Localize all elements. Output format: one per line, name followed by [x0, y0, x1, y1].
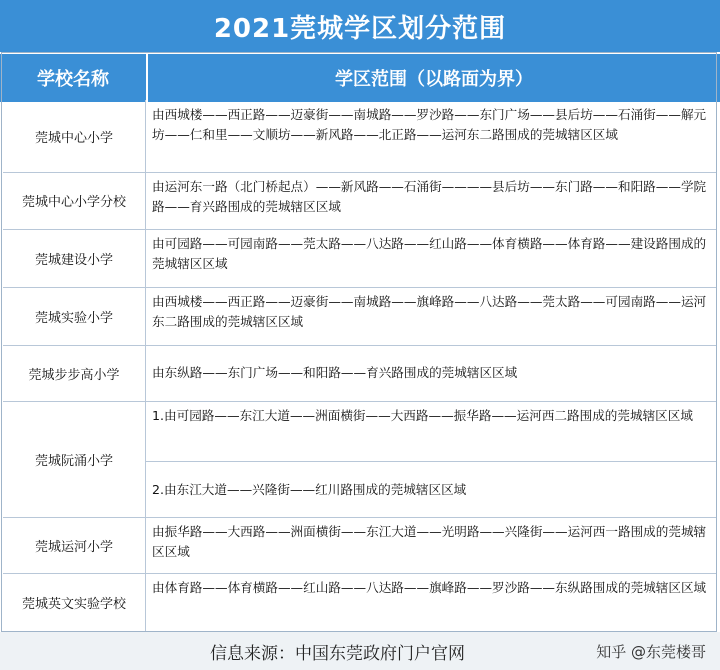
school-name: 莞城步步高小学	[3, 345, 146, 401]
scope-text: 由东纵路——东门广场——和阳路——育兴路围成的莞城辖区区域	[152, 365, 518, 380]
table-row	[3, 287, 717, 346]
scope-text: 由体育路——体育横路——红山路——八达路——旗峰路——罗沙路——东纵路围成的莞城辖区区域	[152, 580, 707, 595]
table-row	[3, 517, 717, 574]
table-header	[0, 52, 720, 102]
header-scope: 学区范围（以路面为界）	[335, 69, 533, 90]
table-row	[3, 401, 717, 518]
footer	[0, 632, 720, 670]
scope-part: 1.由可园路——东江大道——洲面横街——大西路——振华路——运河西二路围成的莞城辖区区域	[152, 408, 693, 423]
school-name: 莞城阮涌小学	[3, 401, 146, 517]
scope-parts	[146, 401, 717, 517]
page-title: 2021莞城学区划分范围	[0, 0, 720, 52]
school-name: 莞城英文实验学校	[3, 573, 146, 631]
table-row	[3, 573, 717, 631]
table-row	[3, 229, 717, 288]
scope-text: 由振华路——大西路——洲面横街——东江大道——光明路——兴隆街——运河西一路围成的莞城辖区区域	[152, 524, 707, 559]
school-name: 莞城建设小学	[3, 229, 146, 287]
scope-text: 由运河东一路（北门桥起点）——新风路——石涌街————县后坊——东门路——和阳路——学院路——育兴路围成的莞城辖区区域	[152, 179, 707, 214]
scope-text: 由西城楼——西正路——迈豪街——南城路——罗沙路——东门广场——县后坊——石涌街——解元坊——仁和里——文顺坊——新风路——北正路——运河东二路围成的莞城辖区区域	[152, 107, 707, 142]
table-row	[3, 345, 717, 402]
scope-text: 由可园路——可园南路——莞太路——八达路——红山路——体育横路——体育路——建设路围成的莞城辖区区域	[152, 236, 707, 271]
scope-part: 2.由东江大道——兴隆街——红川路围成的莞城辖区区域	[146, 461, 717, 517]
school-name: 莞城中心小学	[3, 100, 146, 172]
school-name: 莞城实验小学	[3, 287, 146, 345]
school-name: 莞城运河小学	[3, 517, 146, 573]
school-name: 莞城中心小学分校	[3, 172, 146, 229]
watermark-text: 知乎 @东莞楼哥	[596, 642, 706, 661]
table-row	[3, 100, 717, 173]
source-text: 信息来源：中国东莞政府门户官网	[210, 643, 465, 664]
header-school: 学校名称	[0, 54, 148, 102]
scope-text: 由西城楼——西正路——迈豪街——南城路——旗峰路——八达路——莞太路——可园南路——运河东二路围成的莞城辖区区域	[152, 294, 707, 329]
table-row	[3, 172, 717, 230]
